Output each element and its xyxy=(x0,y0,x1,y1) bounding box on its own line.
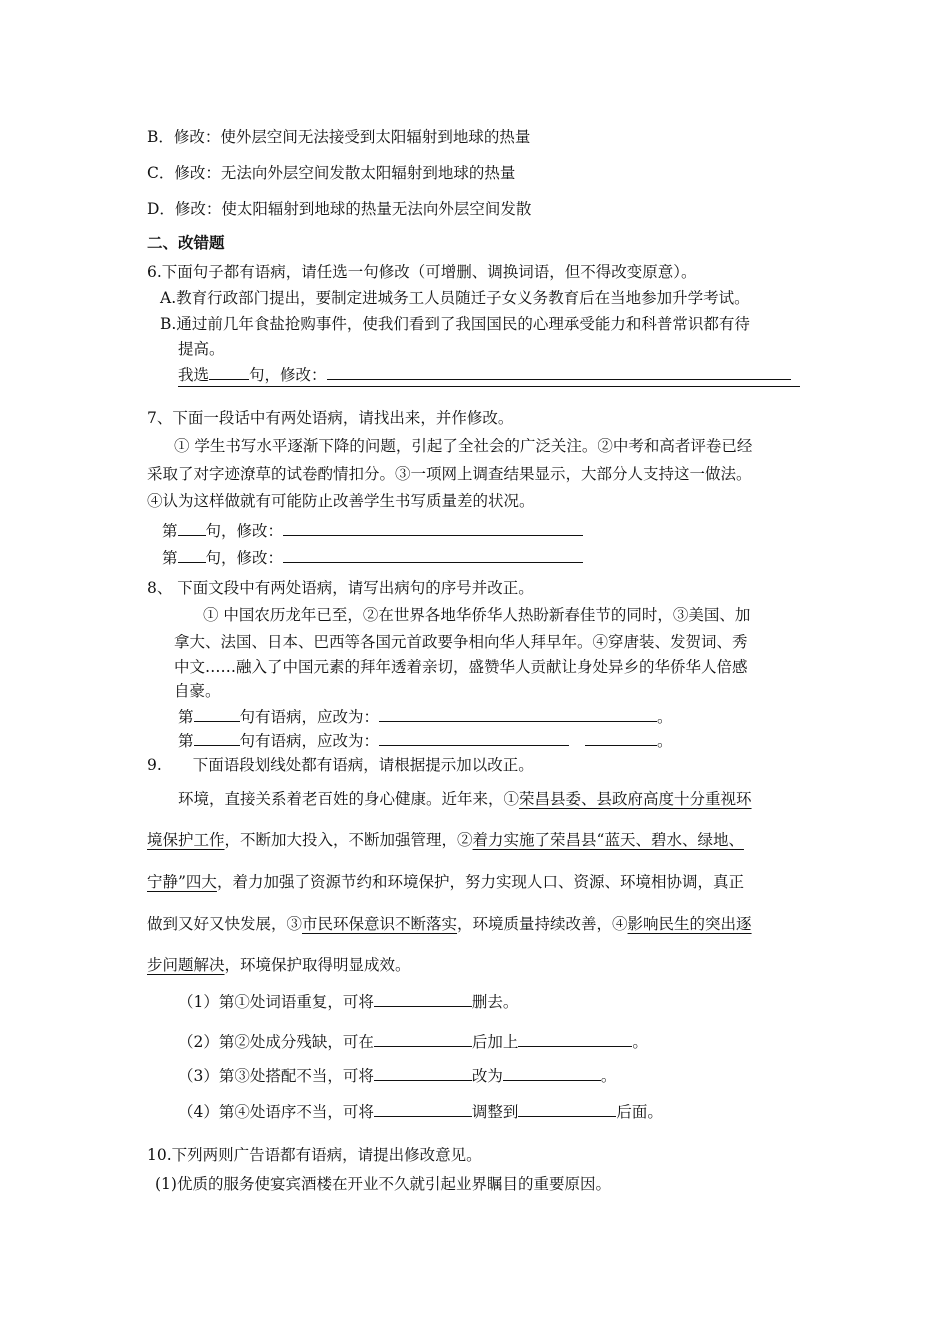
q9-underlined-2-cont: 宁静”四大 xyxy=(147,873,217,891)
q9-underlined-2: 着力实施了荣昌县“蓝天、碧水、绿地、 xyxy=(472,831,744,849)
option-c: C．修改：无法向外层空间发散太阳辐射到地球的热量 xyxy=(147,164,516,182)
q8-para-line-1: ① 中国农历龙年已至，②在世界各地华侨华人热盼新春佳节的同时，③美国、加 xyxy=(203,606,751,624)
q7-fix-blank-1[interactable] xyxy=(283,519,583,536)
q8-sentence-blank-2[interactable] xyxy=(194,729,240,746)
option-d: D．修改：使太阳辐射到地球的热量无法向外层空间发散 xyxy=(147,200,532,218)
option-b: B．修改：使外层空间无法接受到太阳辐射到地球的热量 xyxy=(147,128,531,146)
q8-para-line-2: 拿大、法国、日本、巴西等各国元首政要争相向华人拜早年。④穿唐装、发贺词、秀 xyxy=(174,633,748,651)
section-title: 二、改错题 xyxy=(147,234,225,252)
q8-para-line-3: 中文……融入了中国元素的拜年透着亲切，盛赞华人贡献让身处异乡的华侨华人倍感 xyxy=(174,658,748,676)
q9-blank-3a[interactable] xyxy=(374,1064,472,1081)
q7-fix-blank-2[interactable] xyxy=(283,546,583,563)
q8-answer-2: 第 句有语病，应改为： 。 xyxy=(178,729,673,751)
q8-stem: 8、 下面文段中有两处语病，请写出病句的序号并改正。 xyxy=(147,579,534,597)
q6-extra-line[interactable] xyxy=(178,386,800,387)
q9-para-line-3: 宁静”四大，着力加强了资源节约和环境保护，努力实现人口、资源、环境相协调，真正 xyxy=(147,873,744,891)
q9-stem: 9. 下面语段划线处都有语病，请根据提示加以改正。 xyxy=(147,756,534,774)
q9-blank-3b[interactable] xyxy=(503,1064,601,1081)
q9-blank-4a[interactable] xyxy=(374,1100,472,1117)
q7-sentence-blank-2[interactable] xyxy=(178,546,206,563)
q8-para-line-4: 自豪。 xyxy=(174,682,221,700)
q6-option-b: B.通过前几年食盐抢购事件，使我们看到了我国国民的心理承受能力和科普常识都有待 xyxy=(160,315,750,333)
q9-underlined-1-cont: 境保护工作 xyxy=(147,831,225,849)
q9-para-line-1: 环境，直接关系着老百姓的身心健康。近年来，①荣昌县委、县政府高度十分重视环 xyxy=(178,790,752,808)
q6-option-a: A.教育行政部门提出，要制定进城务工人员随迁子女义务教育后在当地参加升学考试。 xyxy=(160,289,750,307)
q8-sentence-blank-1[interactable] xyxy=(194,705,240,722)
q7-para-line-2: 采取了对字迹潦草的试卷酌情扣分。③一项网上调查结果显示，大部分人支持这一做法。 xyxy=(147,465,752,483)
q8-fix-blank-1[interactable] xyxy=(379,705,657,722)
q7-sentence-blank-1[interactable] xyxy=(178,519,206,536)
q6-answer-line: 我选 句，修改： xyxy=(178,363,791,385)
q9-para-line-5: 步问题解决，环境保护取得明显成效。 xyxy=(147,956,411,974)
q7-para-line-1: ① 学生书写水平逐渐下降的问题，引起了全社会的广泛关注。②中考和高者评卷已经 xyxy=(174,437,753,455)
q7-answer-2: 第 句，修改： xyxy=(162,546,583,568)
q8-fix-blank-2a[interactable] xyxy=(379,729,569,746)
q7-answer-1: 第 句，修改： xyxy=(162,519,583,541)
q9-blank-2a[interactable] xyxy=(374,1030,472,1047)
q9-blank-2b[interactable] xyxy=(518,1030,632,1047)
q9-para-line-4: 做到又好又快发展，③市民环保意识不断落实，环境质量持续改善，④影响民生的突出逐 xyxy=(147,915,752,933)
q10-item-1: (1)优质的服务使宴宾酒楼在开业不久就引起业界瞩目的重要原因。 xyxy=(155,1175,611,1193)
q9-sub-2: （2）第②处成分残缺，可在 后加上 。 xyxy=(178,1030,648,1052)
q6-stem: 6.下面句子都有语病，请任选一句修改（可增删、调换词语，但不得改变原意）。 xyxy=(147,263,697,281)
q9-underlined-4: 影响民生的突出逐 xyxy=(627,915,752,933)
q9-underlined-4-cont: 步问题解决 xyxy=(147,956,225,974)
q8-fix-blank-2b[interactable] xyxy=(585,729,657,746)
q9-blank-1[interactable] xyxy=(374,990,472,1007)
q9-sub-3: （3）第③处搭配不当，可将 改为 。 xyxy=(178,1064,616,1086)
q6-option-b-cont: 提高。 xyxy=(178,340,225,358)
q9-underlined-1: 荣昌县委、县政府高度十分重视环 xyxy=(519,790,752,808)
q10-stem: 10.下列两则广告语都有语病，请提出修改意见。 xyxy=(147,1146,482,1164)
q9-sub-4: （4）第④处语序不当，可将 调整到 后面。 xyxy=(178,1100,663,1122)
q9-underlined-3: 市民环保意识不断落实 xyxy=(302,915,458,933)
q6-fix-blank[interactable] xyxy=(327,363,791,380)
q9-para-line-2: 境保护工作，不断加大投入，不断加强管理，②着力实施了荣昌县“蓝天、碧水、绿地、 xyxy=(147,831,744,849)
q8-answer-1: 第 句有语病，应改为： 。 xyxy=(178,705,673,727)
q7-stem: 7、下面一段话中有两处语病，请找出来，并作修改。 xyxy=(147,409,514,427)
q6-choice-blank[interactable] xyxy=(209,363,249,380)
q9-sub-1: （1）第①处词语重复，可将 删去。 xyxy=(178,990,518,1012)
q7-para-line-3: ④认为这样做就有可能防止改善学生书写质量差的状况。 xyxy=(147,492,535,510)
q9-blank-4b[interactable] xyxy=(518,1100,616,1117)
